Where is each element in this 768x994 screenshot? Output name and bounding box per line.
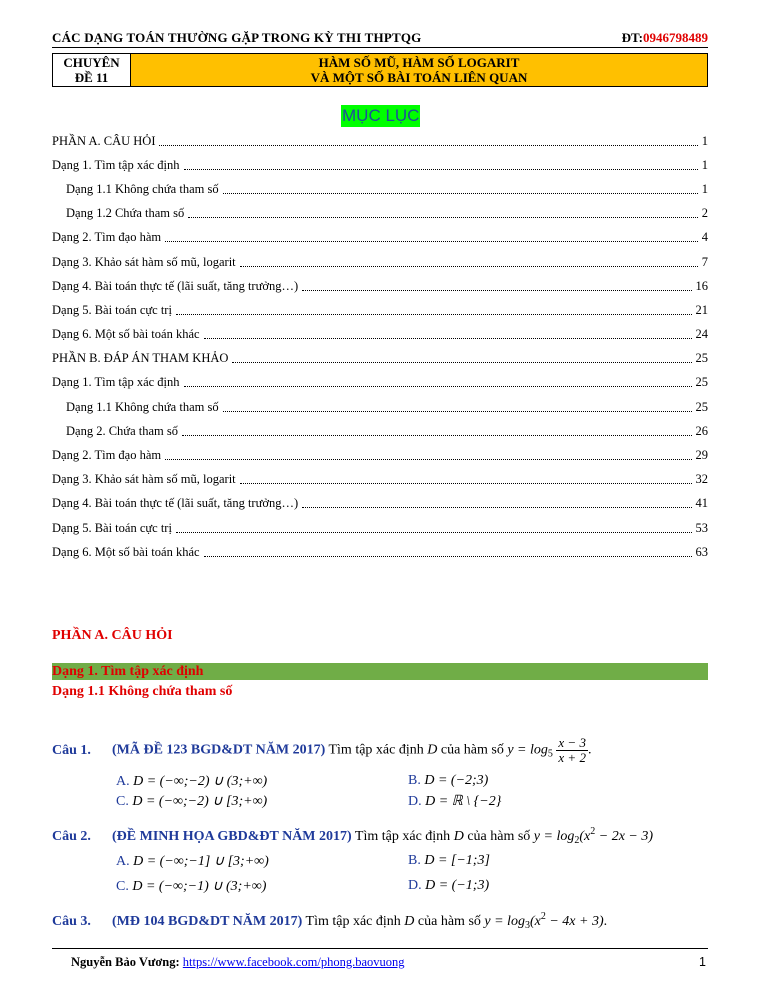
q2-option-d[interactable]: D. D = (−1;3) [408,878,490,893]
q1-option-a[interactable]: A. D = (−∞;−2) ∪ (3;+∞) [116,774,268,789]
footer-rule [52,948,708,949]
toc-entry-label: Dạng 1. Tìm tập xác định [52,157,180,172]
toc-entry[interactable] [52,492,708,516]
toc-entry-page: 7 [701,254,708,269]
toc-entry-label: Dạng 6. Một số bài toán khác [52,544,200,559]
toc-entry[interactable] [52,468,708,492]
toc-leader-dots [223,411,692,412]
toc-entry[interactable] [52,226,708,250]
toc-entry-label: Dạng 2. Tìm đạo hàm [52,448,162,463]
toc-entry-label: Dạng 1.1 Không chứa tham số [66,181,219,196]
toc-entry-label: Dạng 1. Tìm tập xác định [52,375,180,390]
chapter-box [52,53,708,87]
toc-leader-dots [302,290,691,291]
toc-entry-page: 63 [695,544,708,559]
facebook-link[interactable]: https://www.facebook.com/phong.baovuong [182,955,405,969]
toc-leader-dots [232,362,691,363]
toc-entry-label: Dạng 2. Tìm đạo hàm [52,230,162,245]
toc-entry-label: PHẦN A. CÂU HỎI [52,133,156,148]
toc-entry-label: Dạng 4. Bài toán thực tế (lãi suất, tăng trưởng…) [52,278,299,293]
toc-entry-page: 1 [701,157,708,172]
header-phone: ĐT:0946798489 [621,30,708,45]
toc-entry[interactable] [52,177,708,201]
toc-entry[interactable] [52,202,708,226]
toc-entry[interactable] [52,419,708,443]
fraction: $\frac{x - 3}{x + 2}$ [558,735,586,765]
toc-entry-page: 53 [695,520,708,535]
toc-leader-dots [223,193,698,194]
toc-entry[interactable] [52,274,708,298]
toc-entry-page: 16 [695,278,708,293]
toc-entry-page: 25 [695,399,708,414]
toc-entry-label: Dạng 1.2 Chứa tham số [66,206,185,221]
toc-entry-label: Dạng 5. Bài toán cực trị [52,302,172,317]
toc-entry[interactable] [52,371,708,395]
toc-leader-dots [184,386,692,387]
toc-leader-dots [159,145,697,146]
toc-leader-dots [182,435,692,436]
toc-entry[interactable] [52,443,708,467]
toc-entry-page: 25 [695,375,708,390]
question-3: Câu 3. (MĐ 104 BGD&DT NĂM 2017) Tìm tập xác định D của hàm số $y = \log_3(x^2 - 4x + 3)$. [52,911,608,931]
toc-leader-dots [176,532,692,533]
toc-entry-page: 2 [701,206,708,221]
toc-entry-page: 24 [695,327,708,342]
toc-entry-page: 32 [695,472,708,487]
toc-entry-page: 25 [695,351,708,366]
header-title: CÁC DẠNG TOÁN THƯỜNG GẶP TRONG KỲ THI THPTQG [52,30,422,45]
toc-leader-dots [176,314,692,315]
toc-leader-dots [204,556,692,557]
q2-option-b[interactable]: B. D = [−1;3] [408,853,490,868]
dang11-title: Dạng 1.1 Không chứa tham số [52,684,233,699]
toc-title: MỤC LỤC [342,106,420,125]
toc-entry-page: 41 [695,496,708,511]
section-a-title: PHẦN A. CÂU HỎI [52,628,173,643]
page-number: 1 [699,955,706,969]
toc-entry-page: 21 [695,302,708,317]
toc-leader-dots [184,169,698,170]
toc-leader-dots [188,217,698,218]
toc-leader-dots [165,241,698,242]
toc-entry-label: Dạng 3. Khảo sát hàm số mũ, logarit [52,472,236,487]
toc-leader-dots [302,507,691,508]
question-2: Câu 2. (ĐỀ MINH HỌA GBD&ĐT NĂM 2017) Tìm tập xác định D của hàm số $y = \log_2(x^2 - 2x - 3)$ [52,826,654,846]
toc-entry-page: 29 [695,448,708,463]
dang1-bar [52,663,708,680]
toc-entry-page: 1 [701,181,708,196]
page-header [52,28,708,46]
chapter-label: CHUYÊN ĐỀ 11 [53,54,131,86]
toc-entry-label: PHẦN B. ĐÁP ÁN THAM KHẢO [52,351,229,366]
toc-entry[interactable] [52,153,708,177]
toc-entry-label: Dạng 5. Bài toán cực trị [52,520,172,535]
toc-entry-label: Dạng 3. Khảo sát hàm số mũ, logarit [52,254,236,269]
toc-entry-label: Dạng 4. Bài toán thực tế (lãi suất, tăng trưởng…) [52,496,299,511]
header-rule [52,47,708,48]
toc-entry[interactable] [52,250,708,274]
toc-entry-page: 26 [695,423,708,438]
toc-entry[interactable] [52,298,708,322]
toc-leader-dots [240,483,692,484]
q1-option-d[interactable]: D. D = ℝ \ {−2} [408,794,502,809]
dang1-title: Dạng 1. Tìm tập xác định [52,664,204,679]
toc-entry-label: Dạng 1.1 Không chứa tham số [66,399,219,414]
footer-author: Nguyễn Bảo Vương: https://www.facebook.com/phong.baovuong [71,955,405,969]
toc-entry-label: Dạng 2. Chứa tham số [66,423,178,438]
toc-entry-page: 4 [701,230,708,245]
table-of-contents [52,129,708,564]
toc-entry-label: Dạng 6. Một số bài toán khác [52,327,200,342]
toc-entry[interactable] [52,540,708,564]
q1-option-c[interactable]: C. D = (−∞;−2) ∪ [3;+∞) [116,794,268,809]
toc-entry[interactable] [52,323,708,347]
toc-entry[interactable] [52,395,708,419]
toc-entry-page: 1 [701,133,708,148]
toc-entry[interactable] [52,347,708,371]
toc-entry[interactable] [52,129,708,153]
q2-option-a[interactable]: A. D = (−∞;−1] ∪ [3;+∞) [116,854,269,869]
toc-leader-dots [165,459,691,460]
toc-leader-dots [204,338,692,339]
toc-entry[interactable] [52,516,708,540]
question-1: Câu 1. (MÃ ĐỀ 123 BGD&DT NĂM 2017) Tìm tập xác định D của hàm số $y = \log_5$ $\frac{x - 3}{x + 2}$ . [52,735,592,765]
chapter-title: HÀM SỐ MŨ, HÀM SỐ LOGARIT VÀ MỘT SỐ BÀI TOÁN LIÊN QUAN [131,54,707,86]
q2-option-c[interactable]: C. D = (−∞;−1) ∪ (3;+∞) [116,879,267,894]
toc-leader-dots [240,266,698,267]
q1-option-b[interactable]: B. D = (−2;3) [408,773,489,788]
